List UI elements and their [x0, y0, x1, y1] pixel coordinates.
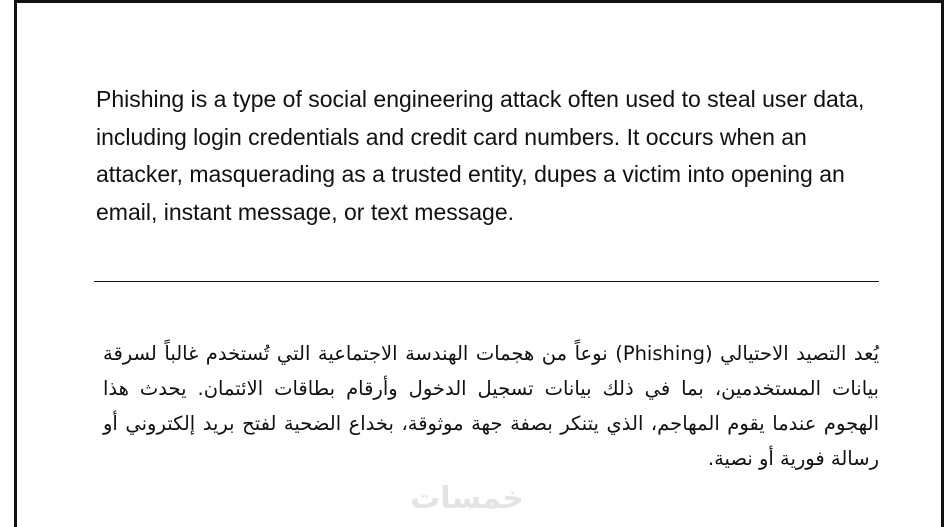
english-paragraph: Phishing is a type of social engineering attack often used to steal user data, including login credentials and credit card numbers. It occurs when an attacker, masquerading as a trusted entity, dupes a victim into opening an email, instant message, or text message.	[96, 86, 865, 225]
section-divider	[94, 281, 879, 282]
document-page	[14, 0, 944, 527]
watermark-logo: خمسات	[410, 481, 524, 516]
arabic-paragraph: يُعد التصيد الاحتيالي (Phishing) نوعاً من هجمات الهندسة الاجتماعية التي تُستخدم غالباً لسرقة بيانات المستخدمين، بما في ذلك بيانات تسجيل الدخول وأرقام بطاقات الائتمان. يحدث هذا الهجوم عندما يقوم المهاجم، الذي يتنكر بصفة جهة موثوقة، بخداع الضحية لفتح بريد إلكتروني أو رسالة فورية أو نصية.	[103, 342, 880, 470]
